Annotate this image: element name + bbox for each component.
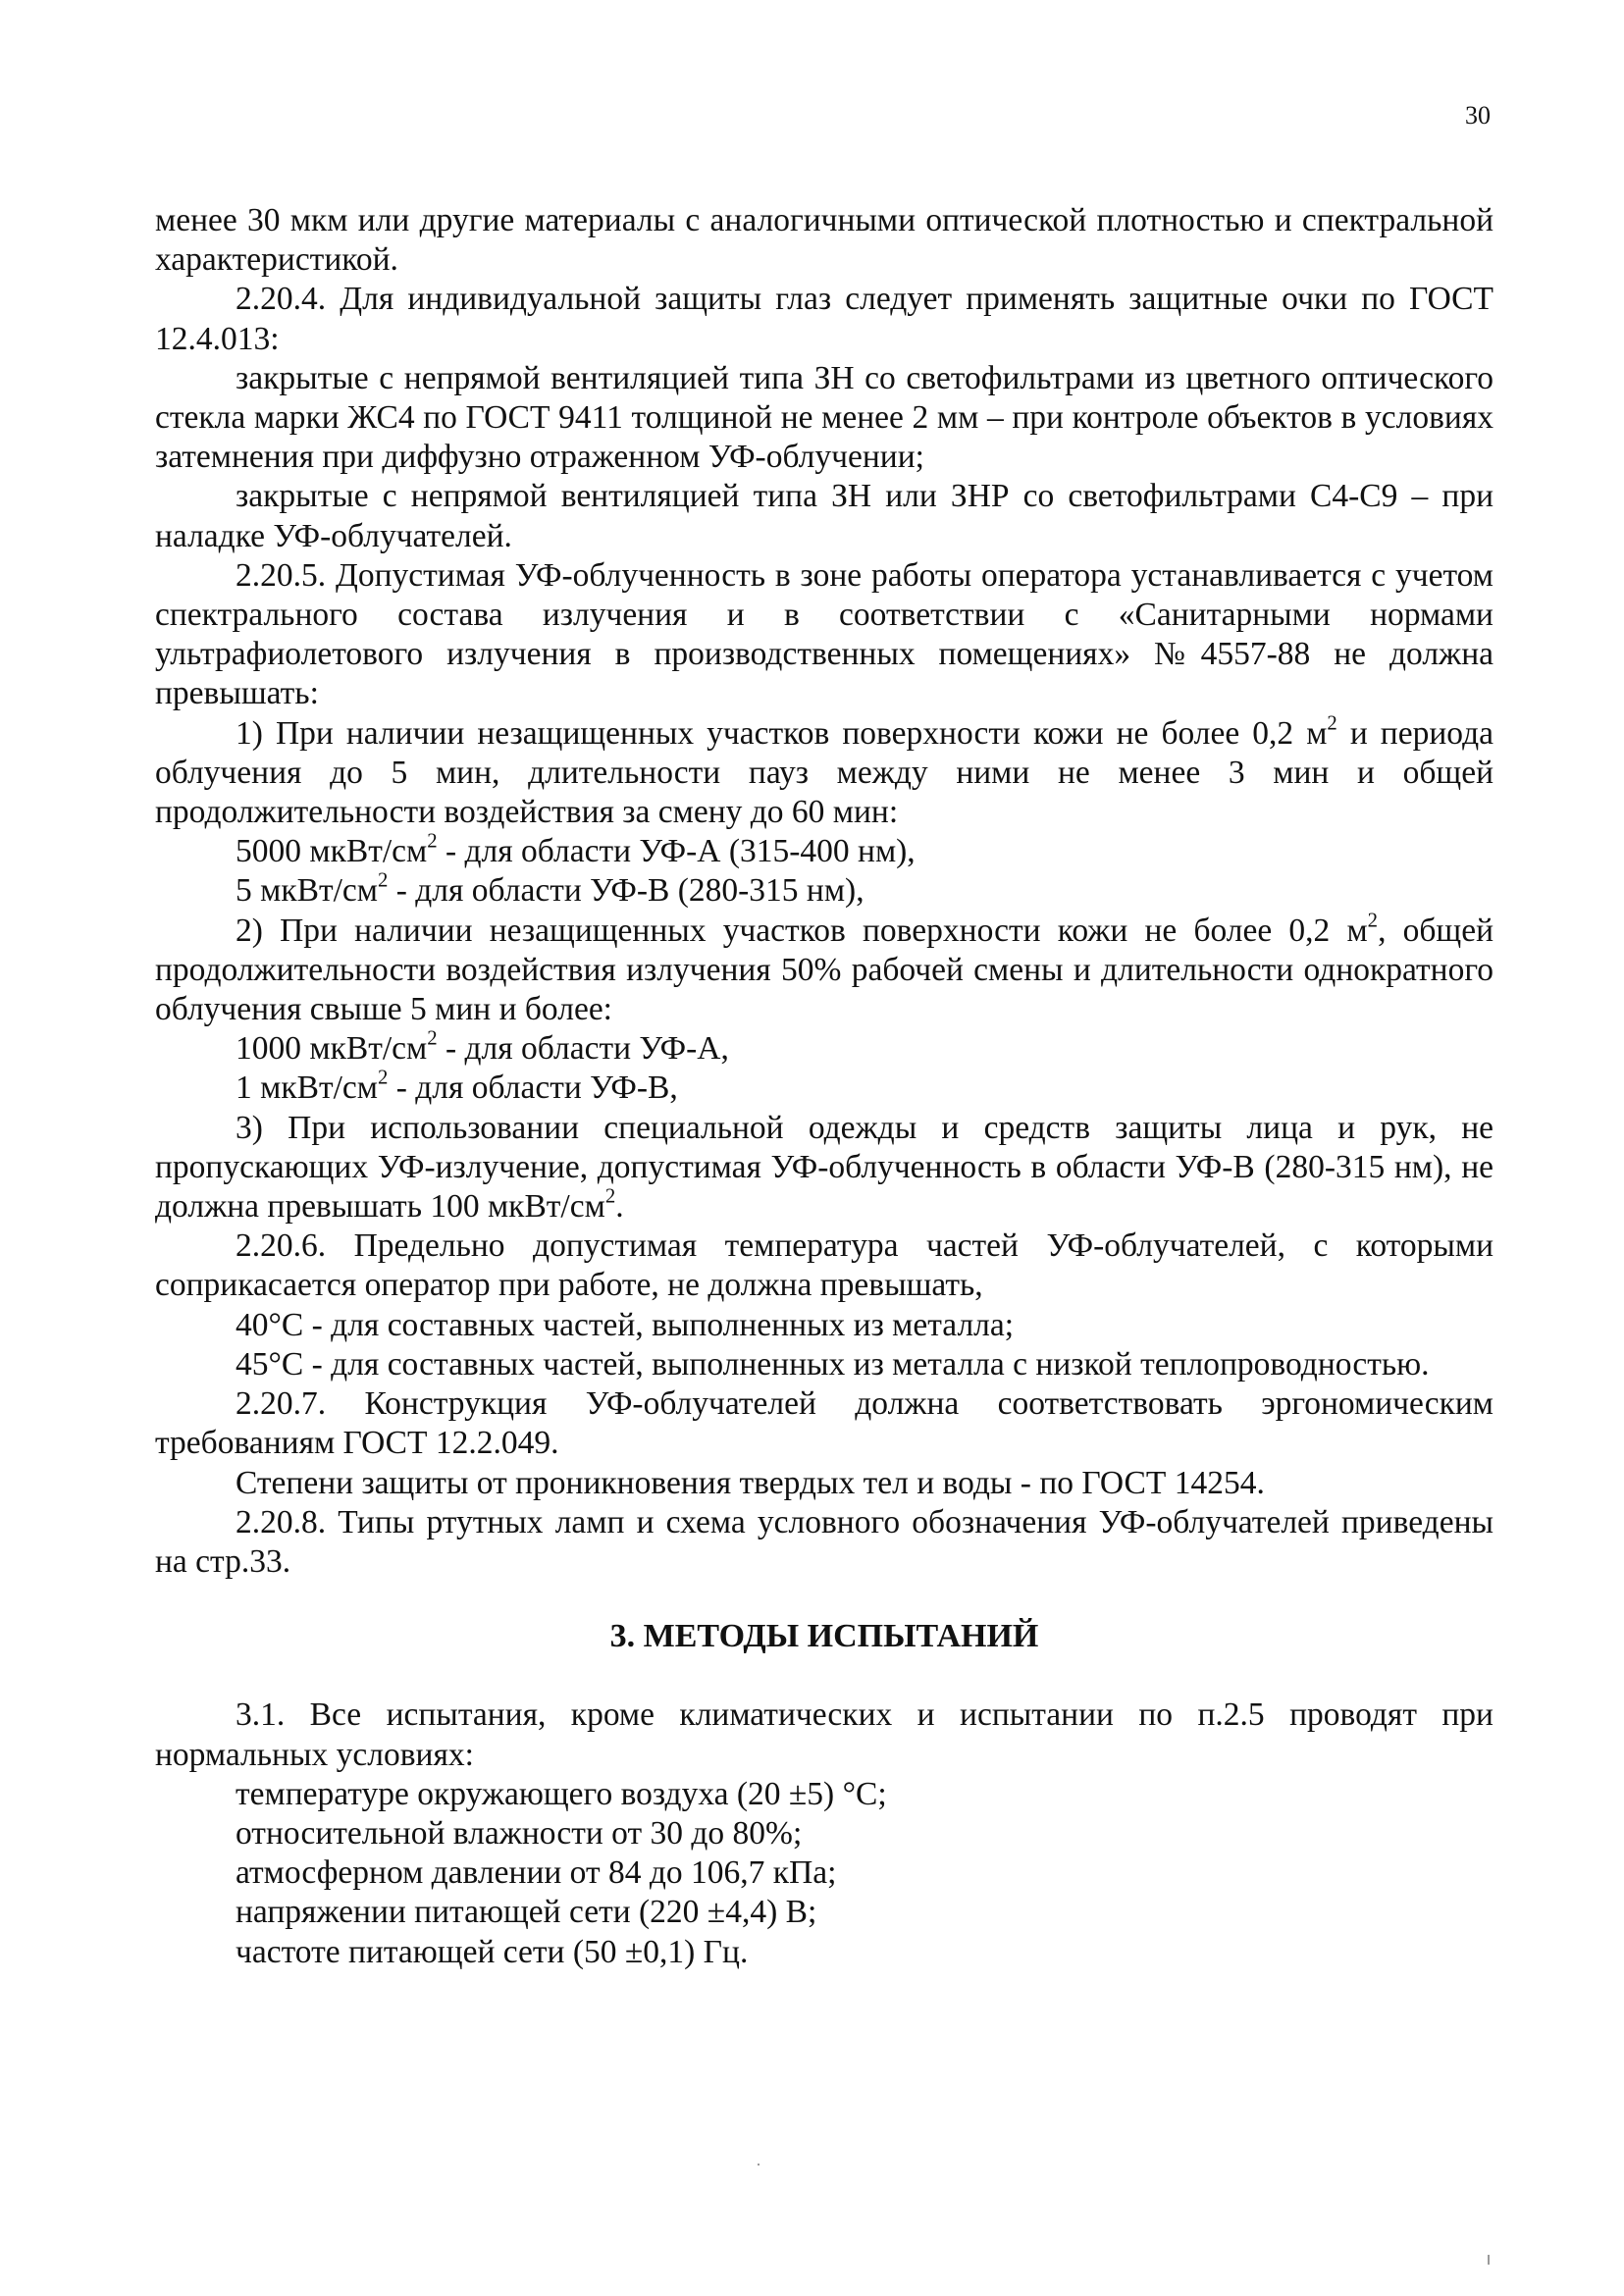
limit-value: 1000 мкВт/$см^2$ - для области УФ-А, (236, 1026, 729, 1068)
limit-value: 5 мкВт/$см^2$ - для области УФ-В (280-315 нм), (236, 868, 864, 910)
paragraph: менее 30 мкм или другие материалы с аналогичными оптической плотностью и спектральной характеристикой. (155, 202, 1493, 279)
section-heading: 3. МЕТОДЫ ИСПЫТАНИЙ (609, 1618, 1039, 1655)
limit-value: 5000 мкВт/$см^2$ - для области УФ-А (315-400 нм), (236, 829, 916, 870)
paragraph-2-20-5: 2.20.5. Допустимая УФ-облученность в зоне работы оператора устанавливается с учетом спектрального состава излучения и в соответствии с «Санитарными нормами ультрафиолетового излучения в производственных помещениях» №4557-88 не должна превышать: (155, 556, 1493, 712)
page-number: 30 (1465, 101, 1491, 130)
paragraph: Степени защиты от проникновения твердых тел и воды - по ГОСТ 14254. (236, 1464, 1265, 1501)
condition-item: температуре окружающего воздуха (20 ±5) °С; (236, 1775, 887, 1812)
paragraph: закрытые с непрямой вентиляцией типа ЗН или ЗНР со светофильтрами С4-С9 – при наладке УФ-облучателей. (155, 478, 1493, 554)
temperature-limit: 45°С - для составных частей, выполненных из металла с низкой теплопроводностью. (236, 1345, 1430, 1383)
list-item-2: 2) При наличии незащищенных участков поверхности кожи не более 0,2 $м^2$, общей продолжительности воздействия излучения 50% рабочей смены и длительности однократного облучения свыше 5 мин и более: (155, 909, 1493, 1028)
document-body (155, 201, 1493, 1972)
limit-value: 1 мкВт/$см^2$ - для области УФ-В, (236, 1066, 678, 1107)
list-item-1: 1) При наличии незащищенных участков поверхности кожи не более 0,2 $м^2$ и периода облучения до 5 мин, длительности пауз между ними не менее 3 мин и общей продолжительности воздействия за смену до 60 мин: (155, 711, 1493, 831)
scan-artifact (1488, 2255, 1490, 2265)
paragraph: закрытые с непрямой вентиляцией типа ЗН со светофильтрами из цветного оптического стекла марки ЖС4 по ГОСТ 9411 толщиной не менее 2 мм – при контроле объектов в условиях затемнения при диффузно отраженном УФ-облучении; (155, 359, 1493, 476)
temperature-limit: 40°С - для составных частей, выполненных из металла; (236, 1306, 1015, 1343)
paragraph-3-1: 3.1. Все испытания, кроме климатических и испытании по п.2.5 проводят при нормальных условиях: (155, 1696, 1493, 1773)
scan-artifact (758, 2164, 760, 2166)
condition-item: относительной влажности от 30 до 80%; (236, 1814, 803, 1852)
condition-item: частоте питающей сети (50 ±0,1) Гц. (236, 1933, 749, 1970)
paragraph-2-20-6: 2.20.6. Предельно допустимая температура частей УФ-облучателей, с которыми соприкасается оператор при работе, не должна превышать, (155, 1227, 1493, 1304)
condition-item: атмосферном давлении от 84 до 106,7 кПа; (236, 1854, 837, 1892)
condition-item: напряжении питающей сети (220 ±4,4) В; (236, 1894, 817, 1931)
paragraph-2-20-4: 2.20.4. Для индивидуальной защиты глаз следует применять защитные очки по ГОСТ 12.4.013: (155, 281, 1493, 357)
paragraph-2-20-7: 2.20.7. Конструкция УФ-облучателей должна соответствовать эргономическим требованиям ГОСТ 12.2.049. (155, 1385, 1493, 1462)
paragraph-2-20-8: 2.20.8. Типы ртутных ламп и схема условного обозначения УФ-облучателей приведены на стр.33. (155, 1503, 1493, 1580)
list-item-3: 3) При использовании специальной одежды и средств защиты лица и рук, не пропускающих УФ-излучение, допустимая УФ-облученность в области УФ-В (280-315 нм), не должна превышать 100 мкВт/$см^2$. (155, 1109, 1493, 1226)
